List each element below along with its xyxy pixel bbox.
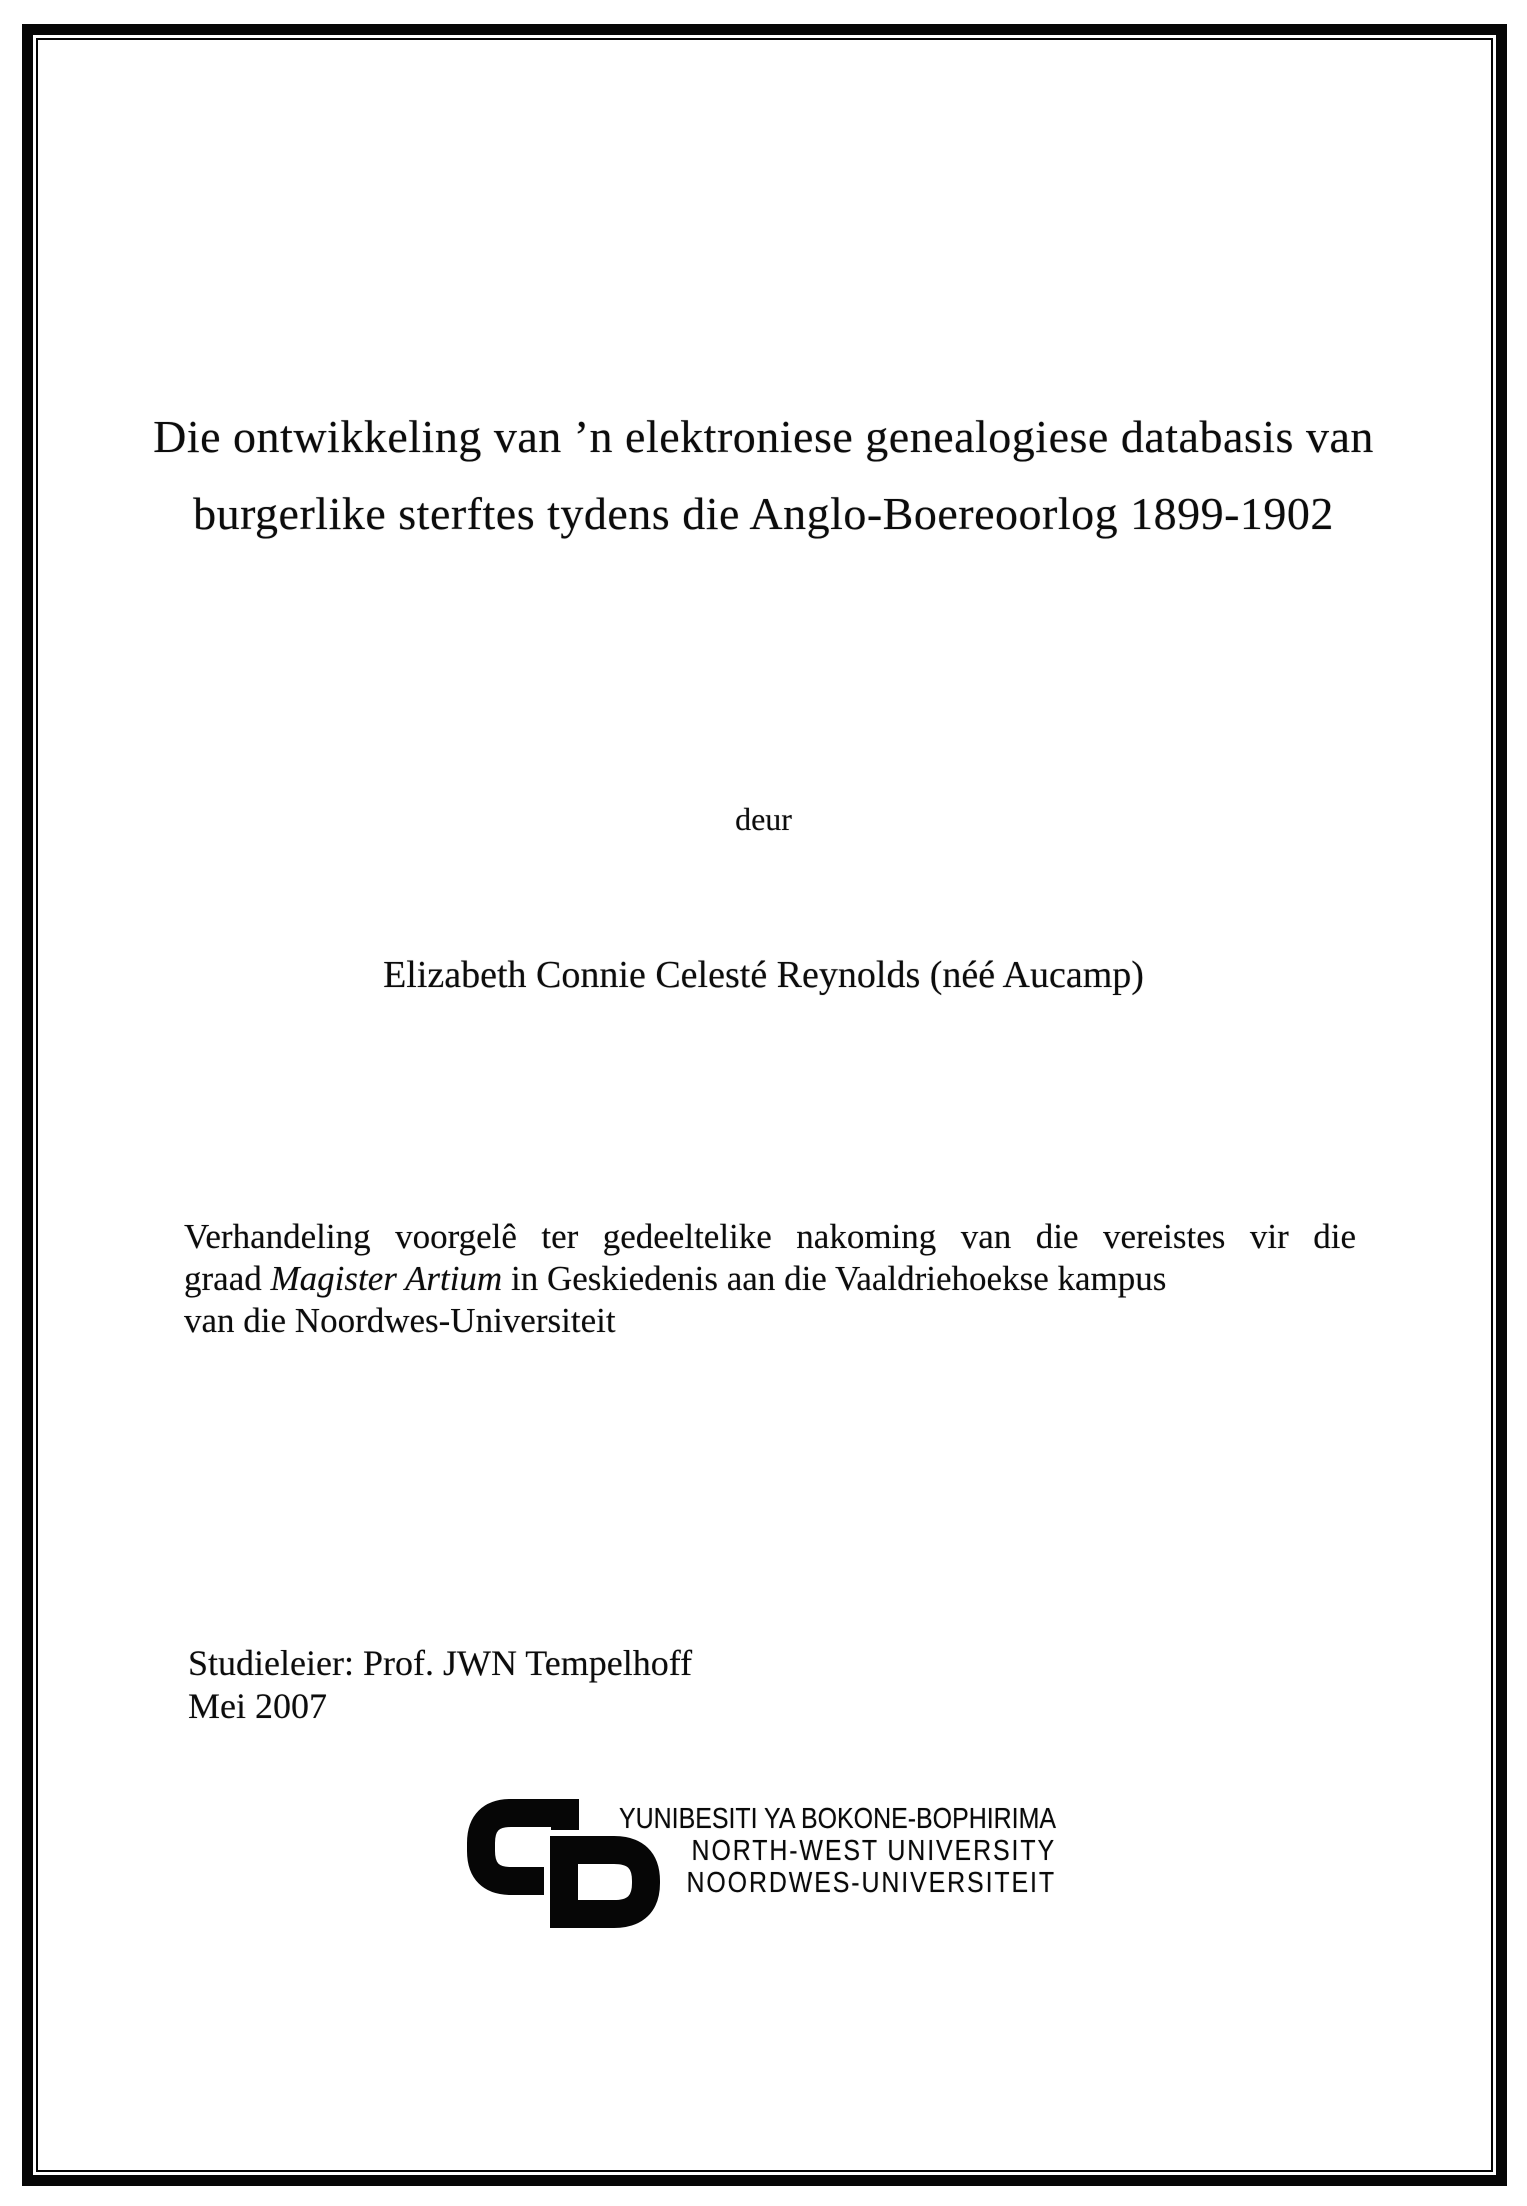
submission-statement	[184, 1216, 1356, 1342]
logo-line-setswana: YUNIBESITI YA BOKONE-BOPHIRIMA	[618, 1803, 1056, 1835]
title-line-1: Die ontwikkeling van ’n elektroniese genealogiese databasis van	[153, 411, 1374, 462]
university-wordmark	[549, 1803, 1056, 1899]
logo-line-english: NORTH-WEST UNIVERSITY	[691, 1835, 1056, 1867]
byline: deur	[735, 801, 792, 837]
supervisor-block	[188, 1642, 692, 1728]
date-line: Mei 2007	[188, 1686, 327, 1726]
title-line-2: burgerlike sterftes tydens die Anglo-Boereoorlog 1899-1902	[193, 488, 1334, 539]
statement-line-2	[184, 1258, 1356, 1300]
university-logo	[467, 1797, 1087, 1937]
supervisor-line: Studieleier: Prof. JWN Tempelhoff	[188, 1643, 693, 1683]
logo-line-afrikaans: NOORDWES-UNIVERSITEIT	[686, 1867, 1056, 1899]
statement-line2-prefix: graad	[184, 1259, 271, 1298]
author-name: Elizabeth Connie Celesté Reynolds (néé Aucamp)	[383, 954, 1144, 996]
page-title	[0, 398, 1527, 552]
statement-degree-italic: Magister Artium	[270, 1259, 503, 1298]
statement-line-1: Verhandeling voorgelê ter gedeeltelike nakoming van die vereistes vir die	[184, 1217, 1356, 1256]
statement-line2-suffix: in Geskiedenis aan die Vaaldriehoekse kampus	[502, 1259, 1167, 1298]
statement-line-3: van die Noordwes-Universiteit	[184, 1301, 616, 1340]
